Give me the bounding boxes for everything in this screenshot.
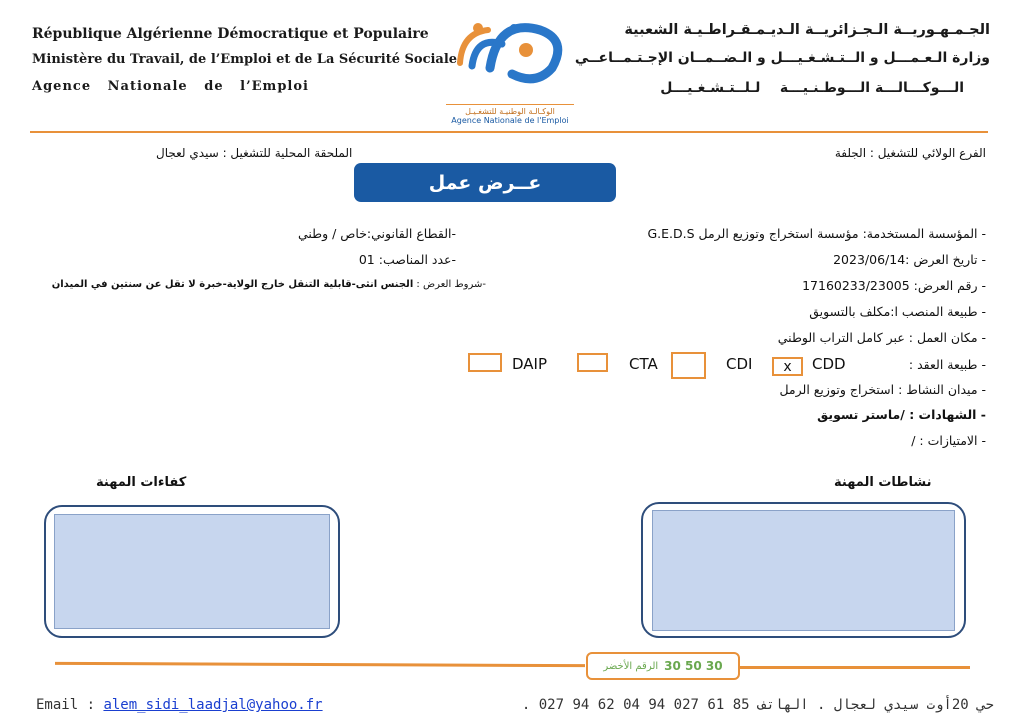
footer-email-prefix: Email : — [36, 697, 104, 713]
skills-panel — [44, 505, 340, 638]
footer-divider-left — [55, 662, 585, 667]
skills-content — [54, 514, 330, 629]
contract-cdi-label: CDI — [726, 355, 753, 373]
footer-email-link[interactable]: alem_sidi_laadjal@yahoo.fr — [103, 697, 323, 713]
contract-daip-checkbox[interactable] — [468, 353, 502, 372]
activity-row: - ميدان النشاط : استخراج وتوزيع الرمل — [779, 382, 986, 397]
post-nature-row: - طبيعة المنصب ا:مكلف بالتسويق — [809, 304, 986, 319]
header-fr-ministry: Ministère du Travail, de l’Emploi et de La Sécurité Sociale — [32, 52, 458, 67]
activities-panel — [641, 502, 966, 638]
conditions-row — [52, 279, 486, 290]
offer-date-row: - تاريخ العرض :2023/06/14 — [833, 252, 986, 267]
green-number-badge — [586, 652, 740, 680]
diplomas-row: - الشهادات : /ماستر تسويق — [817, 407, 986, 422]
contract-cdd-checkbox[interactable] — [772, 357, 803, 376]
legal-sector-row: -القطاع القانوني:خاص / وطني — [297, 226, 456, 241]
contract-type-label: - طبيعة العقد : — [908, 357, 986, 372]
regional-branch: الفرع الولائي للتشغيل : الجلفة — [834, 146, 986, 160]
conditions-label: -شروط العرض : — [413, 279, 486, 290]
agency-logo — [440, 8, 580, 126]
header-divider — [30, 131, 988, 133]
header-ar-republic: الجـمـهـوريــة الـجـزائريــة الـديـمـقـراطـيـة الشعبية — [624, 22, 990, 38]
header-fr-republic: République Algérienne Démocratique et Populaire — [32, 26, 429, 42]
green-number-value: 30 50 30 — [664, 659, 723, 673]
workplace-row: - مكان العمل : عبر كامل التراب الوطني — [777, 330, 986, 345]
footer-contact — [36, 697, 323, 713]
contract-cdi-checkbox[interactable] — [671, 352, 706, 379]
employer-row: - المؤسسة المستخدمة: مؤسسة استخراج وتوزيع الرمل G.E.D.S — [647, 226, 986, 241]
privileges-row: - الامتيازات : / — [911, 433, 986, 448]
logo-ar-caption: الوكـالـة الوطنيـة للتشغـيـل — [465, 107, 555, 116]
logo-fr-caption: Agence Nationale de l'Emploi — [451, 116, 569, 125]
contract-cta-checkbox[interactable] — [577, 353, 608, 372]
footer-address: حي 20أوت سيدي لعجال . الهاتف 85 61 027 94 04 62 94 027 . — [521, 697, 994, 713]
skills-heading: كفاءات المهنة — [96, 475, 187, 490]
header-ar-agency: الـــوكـــالـــة الـــوطـنـيـــة لـلــتـشـغـيـــل — [660, 80, 964, 96]
local-annex: الملحقة المحلية للتشغيل : سيدي لعجال — [156, 146, 353, 160]
footer-divider-right — [740, 666, 970, 669]
header-fr-agency: Agence Nationale de l’Emploi — [32, 79, 309, 94]
conditions-value: الجنس انثى-قابلية التنقل خارج الولاية-خبرة لا تقل عن سنتين في الميدان — [51, 279, 414, 290]
checkbox-mark-icon: x — [783, 358, 792, 375]
positions-row: -عدد المناصب: 01 — [358, 252, 456, 267]
offer-number-row: - رقم العرض: 17160233/23005 — [802, 278, 986, 293]
offer-title: عــرض عمل — [354, 163, 616, 202]
logo-mark-icon — [440, 8, 580, 98]
activities-content — [652, 510, 955, 631]
activities-heading: نشاطات المهنة — [834, 475, 932, 490]
header-ar-ministry: وزارة الـعـمـــل و الــتـشـغـيـــل و الـضــمــان الإجـتـمــاعــي — [574, 50, 990, 66]
contract-cta-label: CTA — [629, 355, 658, 373]
contract-cdd-label: CDD — [812, 355, 846, 373]
contract-daip-label: DAIP — [512, 355, 548, 373]
green-number-label: الرقم الأخضر — [603, 660, 659, 672]
